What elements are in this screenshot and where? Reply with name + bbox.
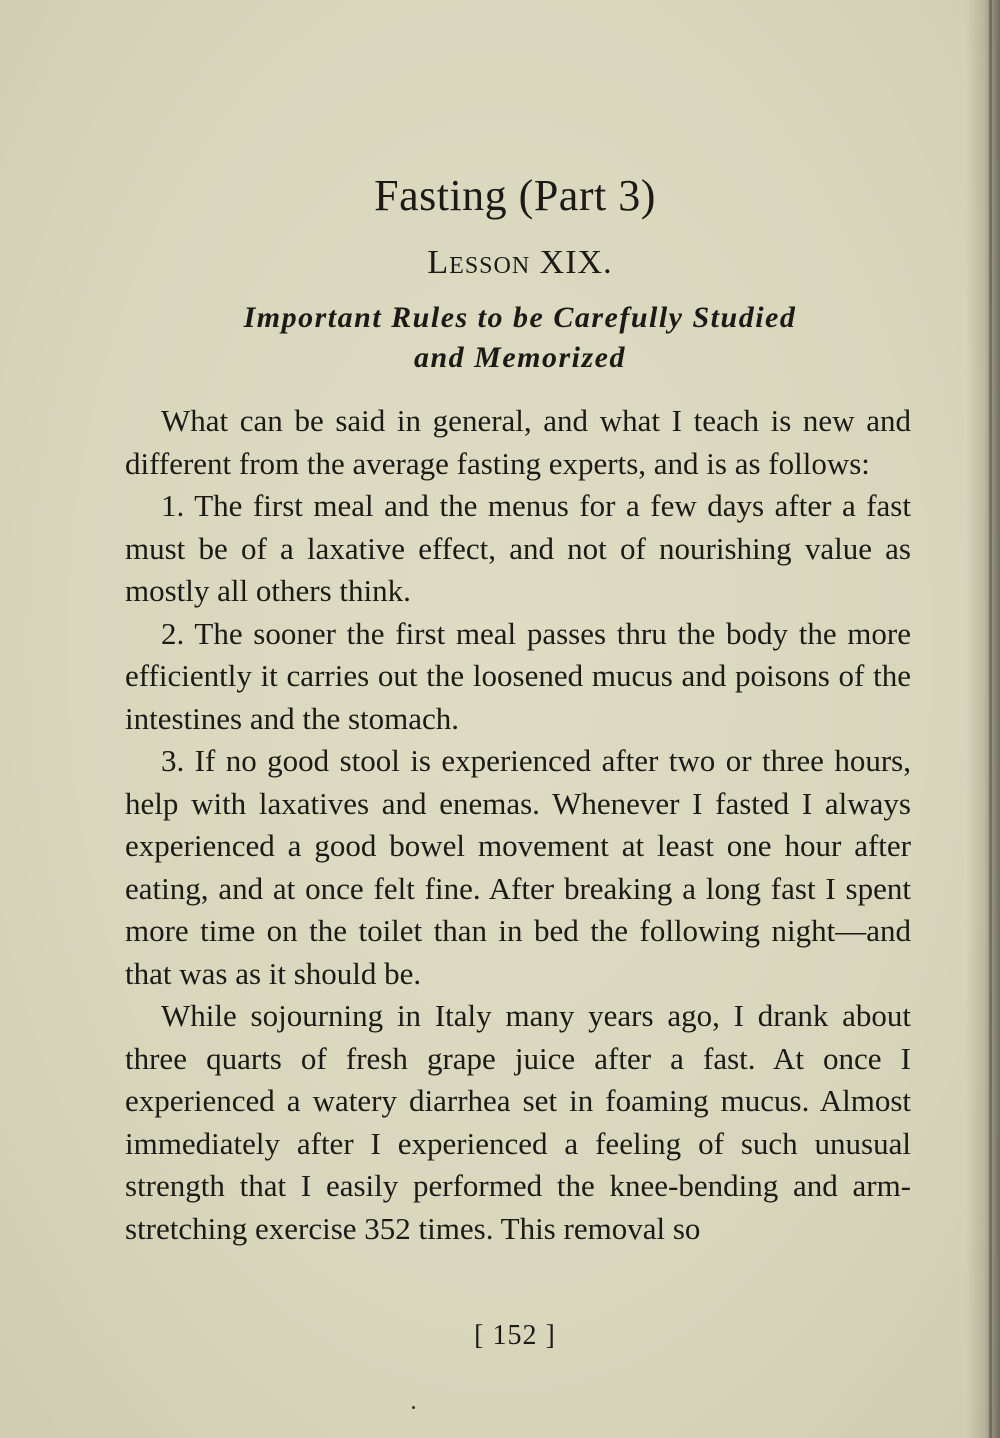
section-subtitle [0, 298, 1000, 378]
lesson-title: Lesson XIX. [427, 244, 613, 281]
chapter-title: Fasting (Part 3) [374, 171, 656, 220]
subtitle-line-2: and Memorized [413, 341, 626, 374]
paragraph-rule-3: 3. If no good stool is experienced after two or three hours, help with laxatives and enemas. Whenever I fasted I always experienced a good bowel movement at least one hour after eating, and at once felt fine. After breaking a long fast I spent more time on the toilet than in bed the following night—and that was as it should be. [125, 743, 911, 991]
body-text [125, 400, 911, 1250]
paragraph-intro: What can be said in general, and what I teach is new and different from the average fasting experts, and is as follows: [125, 403, 911, 481]
page-number: [ 152 ] [474, 1320, 556, 1351]
paragraph-rule-2: 2. The sooner the first meal passes thru the body the more efficiently it carries out the loosened mucus and poisons of the intestines and the stomach. [125, 615, 911, 736]
paper-speck [412, 1406, 415, 1409]
paragraph-italy: While sojourning in Italy many years ago, I drank about three quarts of fresh grape juice after a fast. At once I experienced a watery diarrhea set in foaming mucus. Almost immediately after I experienced a feeling of such unusual strength that I easily performed the knee-bending and arm-stretching exercise 352 times. This removal so [125, 998, 911, 1246]
subtitle-line-1: Important Rules to be Carefully Studied [243, 301, 797, 334]
paragraph-rule-1: 1. The first meal and the menus for a few days after a fast must be of a laxative effect, and not of nourishing value as mostly all others think. [125, 488, 911, 608]
